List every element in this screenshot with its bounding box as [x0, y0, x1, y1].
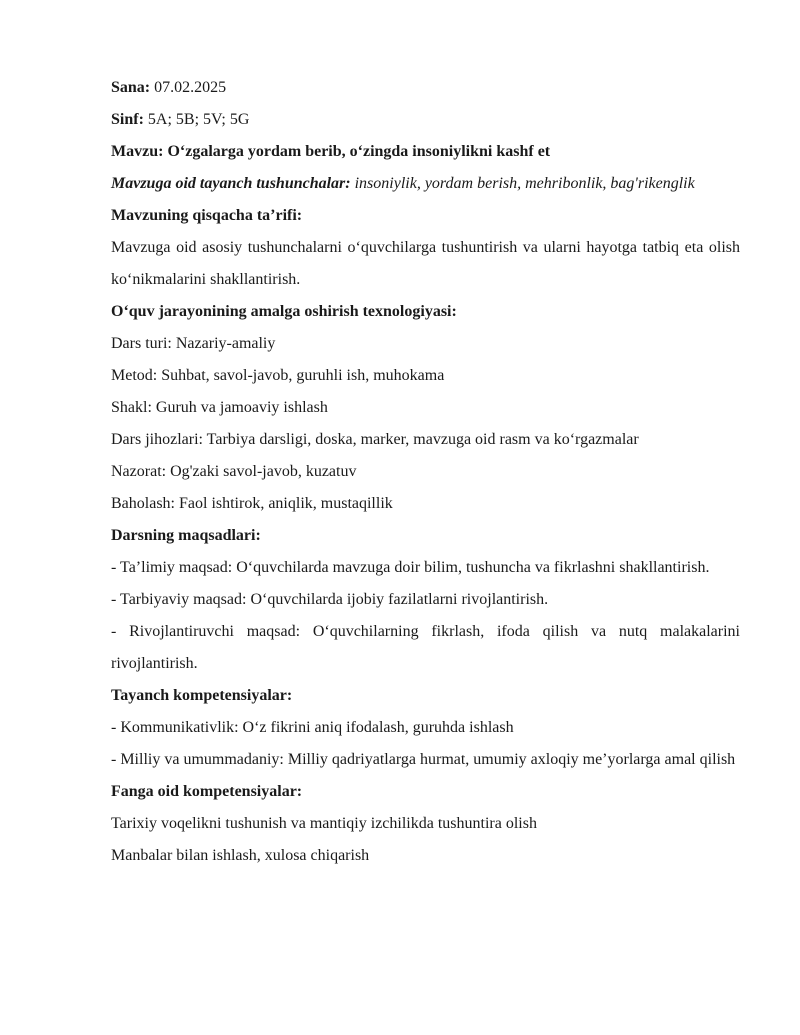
topic-label: Mavzu:: [111, 143, 164, 160]
date-value: 07.02.2025: [154, 79, 227, 96]
topic-value: O‘zgalarga yordam berib, o‘zingda insoniylikni kashf et: [167, 143, 551, 160]
competency-item-cultural: - Milliy va umummadaniy: Milliy qadriyatlarga hurmat, umumiy axloqiy me’yorlarga amal qilish: [111, 751, 736, 768]
competencies-heading: Tayanch kompetensiyalar:: [111, 687, 293, 704]
topic-line: [111, 136, 740, 168]
key-concepts-value: insoniylik, yordam berish, mehribonlik, bag'rikenglik: [354, 175, 695, 192]
goal-item-educational: - Ta’limiy maqsad: O‘quvchilarda mavzuga doir bilim, tushuncha va fikrlashni shakllantirish.: [111, 559, 710, 576]
class-line: [111, 104, 740, 136]
technology-item-equipment: Dars jihozlari: Tarbiya darsligi, doska, marker, mavzuga oid rasm va ko‘rgazmalar: [111, 431, 639, 448]
class-value: 5A; 5B; 5V; 5G: [147, 111, 250, 128]
competency-item-communicative: - Kommunikativlik: O‘z fikrini aniq ifodalash, guruhda ishlash: [111, 719, 514, 736]
key-concepts-paragraph: [111, 168, 740, 200]
summary-text: Mavzuga oid asosiy tushunchalarni o‘quvchilarga tushuntirish va ularni hayotga tatbiq eta olish ko‘nikmalarini shakllantirish.: [111, 239, 740, 288]
technology-item-form: Shakl: Guruh va jamoaviy ishlash: [111, 399, 328, 416]
goal-item-developmental: - Rivojlantiruvchi maqsad: O‘quvchilarning fikrlash, ifoda qilish va nutq malakalarini rivojlantirish.: [111, 623, 740, 672]
subject-competency-item-history: Tarixiy voqelikni tushunish va mantiqiy izchilikda tushuntira olish: [111, 815, 537, 832]
technology-item-assessment: Baholash: Faol ishtirok, aniqlik, mustaqillik: [111, 495, 393, 512]
goal-item-upbringing: - Tarbiyaviy maqsad: O‘quvchilarda ijobiy fazilatlarni rivojlantirish.: [111, 591, 549, 608]
subject-competency-item-sources: Manbalar bilan ishlash, xulosa chiqarish: [111, 847, 370, 864]
technology-item-control: Nazorat: Og'zaki savol-javob, kuzatuv: [111, 463, 357, 480]
subject-competencies-heading: Fanga oid kompetensiyalar:: [111, 783, 303, 800]
date-label: Sana:: [111, 79, 151, 96]
technology-item-lesson-type: Dars turi: Nazariy-amaliy: [111, 335, 276, 352]
class-label: Sinf:: [111, 111, 144, 128]
technology-heading: O‘quv jarayonining amalga oshirish texnologiyasi:: [111, 303, 457, 320]
summary-heading: Mavzuning qisqacha ta’rifi:: [111, 207, 303, 224]
date-line: [111, 72, 740, 104]
key-concepts-label: Mavzuga oid tayanch tushunchalar:: [111, 175, 351, 192]
lesson-plan-document: [111, 72, 740, 872]
technology-item-method: Metod: Suhbat, savol-javob, guruhli ish, muhokama: [111, 367, 445, 384]
goals-heading: Darsning maqsadlari:: [111, 527, 261, 544]
